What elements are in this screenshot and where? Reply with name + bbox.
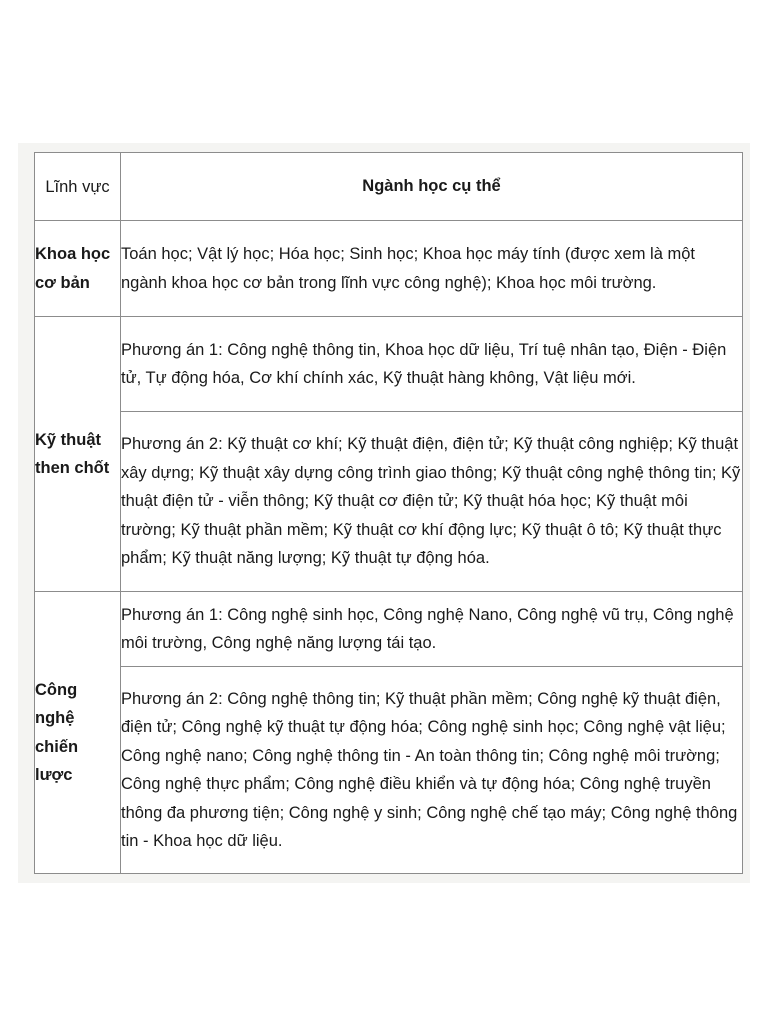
table-row-key-engineering-option2 [35, 412, 743, 592]
table-row-key-engineering-option1 [35, 317, 743, 412]
field-key-engineering: Kỹ thuật then chốt [35, 317, 121, 592]
majors-basic-science: Toán học; Vật lý học; Hóa học; Sinh học; Khoa học máy tính (được xem là một ngành khoa học cơ bản trong lĩnh vực công nghệ); Khoa học môi trường. [121, 221, 743, 317]
majors-key-engineering-option1: Phương án 1: Công nghệ thông tin, Khoa học dữ liệu, Trí tuệ nhân tạo, Điện - Điện tử, Tự động hóa, Cơ khí chính xác, Kỹ thuật hàng không, Vật liệu mới. [121, 317, 743, 412]
header-row [35, 153, 743, 221]
majors-key-engineering-option2: Phương án 2: Kỹ thuật cơ khí; Kỹ thuật điện, điện tử; Kỹ thuật công nghiệp; Kỹ thuật xây dựng; Kỹ thuật xây dựng công trình giao thông; Kỹ thuật công nghệ thông tin; Kỹ thuật điện tử - viễn thông; Kỹ thuật cơ điện tử; Kỹ thuật hóa học; Kỹ thuật môi trường; Kỹ thuật phần mềm; Kỹ thuật cơ khí động lực; Kỹ thuật ô tô; Kỹ thuật thực phẩm; Kỹ thuật năng lượng; Kỹ thuật tự động hóa. [121, 412, 743, 592]
majors-strategic-tech-option1: Phương án 1: Công nghệ sinh học, Công nghệ Nano, Công nghệ vũ trụ, Công nghệ môi trường, Công nghệ năng lượng tái tạo. [121, 592, 743, 667]
majors-table [34, 152, 743, 874]
table-row-basic-science [35, 221, 743, 317]
table-row-strategic-tech-option2 [35, 667, 743, 874]
header-field: Lĩnh vực [35, 153, 121, 221]
header-majors: Ngành học cụ thể [121, 153, 743, 221]
majors-strategic-tech-option2: Phương án 2: Công nghệ thông tin; Kỹ thuật phần mềm; Công nghệ kỹ thuật điện, điện tử; Công nghệ kỹ thuật tự động hóa; Công nghệ sinh học; Công nghệ vật liệu; Công nghệ nano; Công nghệ thông tin - An toàn thông tin; Công nghệ môi trường; Công nghệ thực phẩm; Công nghệ điều khiển và tự động hóa; Công nghệ truyền thông đa phương tiện; Công nghệ y sinh; Công nghệ chế tạo máy; Công nghệ thông tin - Khoa học dữ liệu. [121, 667, 743, 874]
field-strategic-tech: Công nghệ chiến lược [35, 592, 121, 874]
field-basic-science: Khoa học cơ bản [35, 221, 121, 317]
table-row-strategic-tech-option1 [35, 592, 743, 667]
